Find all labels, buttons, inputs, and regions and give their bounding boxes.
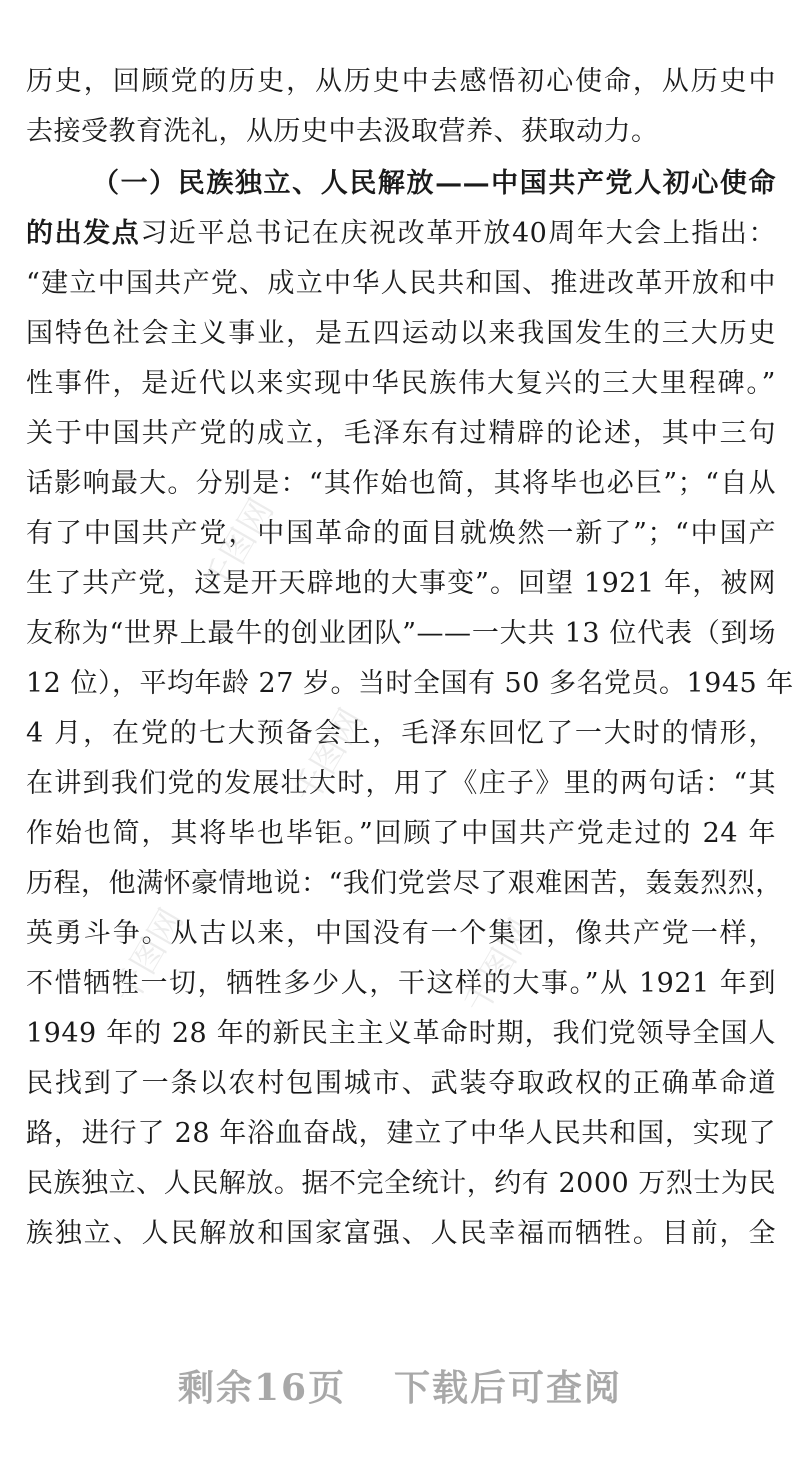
paragraph-line: 族独立、人民解放和国家富强、人民幸福而牺牲。目前，全: [26, 1218, 776, 1249]
paragraph-line: 国特色社会主义事业，是五四运动以来我国发生的三大历史: [26, 318, 776, 349]
paragraph-line: 不惜牺牲一切，牺牲多少人，干这样的大事。”从 1921 年到: [26, 968, 776, 999]
body-text: 习近平总书记在庆祝改革开放40周年大会上指出：: [140, 218, 776, 249]
paragraph-line: 12 位），平均年龄 27 岁。当时全国有 50 多名党员。1945 年: [26, 668, 794, 699]
cut-off-text-line: [26, 0, 776, 4]
watermark: 千图网: [456, 912, 542, 1021]
paragraph-line: “建立中国共产党、成立中华人民共和国、推进改革开放和中: [26, 268, 776, 299]
remaining-pages-banner[interactable]: [0, 1360, 800, 1411]
paragraph-line: 民族独立、人民解放。据不完全统计，约有 2000 万烈士为民: [26, 1168, 776, 1199]
watermark: 千图网: [106, 902, 192, 1011]
paragraph-line: 英勇斗争。从古以来，中国没有一个集团，像共产党一样，: [26, 918, 776, 949]
paragraph-line: 去接受教育洗礼，从历史中去汲取营养、获取动力。: [26, 116, 659, 147]
watermark: 千图网: [196, 492, 282, 601]
paragraph-line: 历程，他满怀豪情地说：“我们党尝尽了艰难困苦，轰轰烈烈，: [26, 868, 783, 899]
paragraph-line: 生了共产党，这是开天辟地的大事变”。回望 1921 年，被网: [26, 568, 776, 599]
watermark: 千图网: [286, 702, 372, 811]
section-heading: （一）民族独立、人民解放——中国共产党人初心使命: [92, 168, 776, 199]
paragraph-line: 民找到了一条以农村包围城市、武装夺取政权的正确革命道: [26, 1068, 776, 1099]
paragraph-line: 历史，回顾党的历史，从历史中去感悟初心使命，从历史中: [26, 66, 776, 97]
paragraph-line: 作始也简，其将毕也毕钜。”回顾了中国共产党走过的 24 年: [26, 818, 776, 849]
section-heading-continuation: 的出发点: [26, 218, 141, 249]
paragraph-line: 有了中国共产党，中国革命的面目就焕然一新了”；“中国产: [26, 518, 776, 549]
paragraph-line: 1949 年的 28 年的新民主主义革命时期，我们党领导全国人: [26, 1018, 776, 1049]
paragraph-line: 4 月，在党的七大预备会上，毛泽东回忆了一大时的情形，: [26, 718, 776, 749]
paragraph-line: 路，进行了 28 年浴血奋战，建立了中华人民共和国，实现了: [26, 1118, 776, 1149]
paragraph-line: 友称为“世界上最牛的创业团队”——一大共 13 位代表（到场: [26, 618, 776, 649]
paragraph-line: 话影响最大。分别是：“其作始也简，其将毕也必巨”；“自从: [26, 468, 776, 499]
remaining-pages-label: 剩余16页: [177, 1367, 347, 1409]
paragraph-line: 在讲到我们党的发展壮大时，用了《庄子》里的两句话：“其: [26, 768, 776, 799]
download-hint-label: 下载后可查阅: [394, 1367, 623, 1409]
paragraph-line: 关于中国共产党的成立，毛泽东有过精辟的论述，其中三句: [26, 418, 776, 449]
paragraph-line: 性事件，是近代以来实现中华民族伟大复兴的三大里程碑。”: [26, 368, 776, 399]
paragraph-line: [26, 214, 776, 254]
